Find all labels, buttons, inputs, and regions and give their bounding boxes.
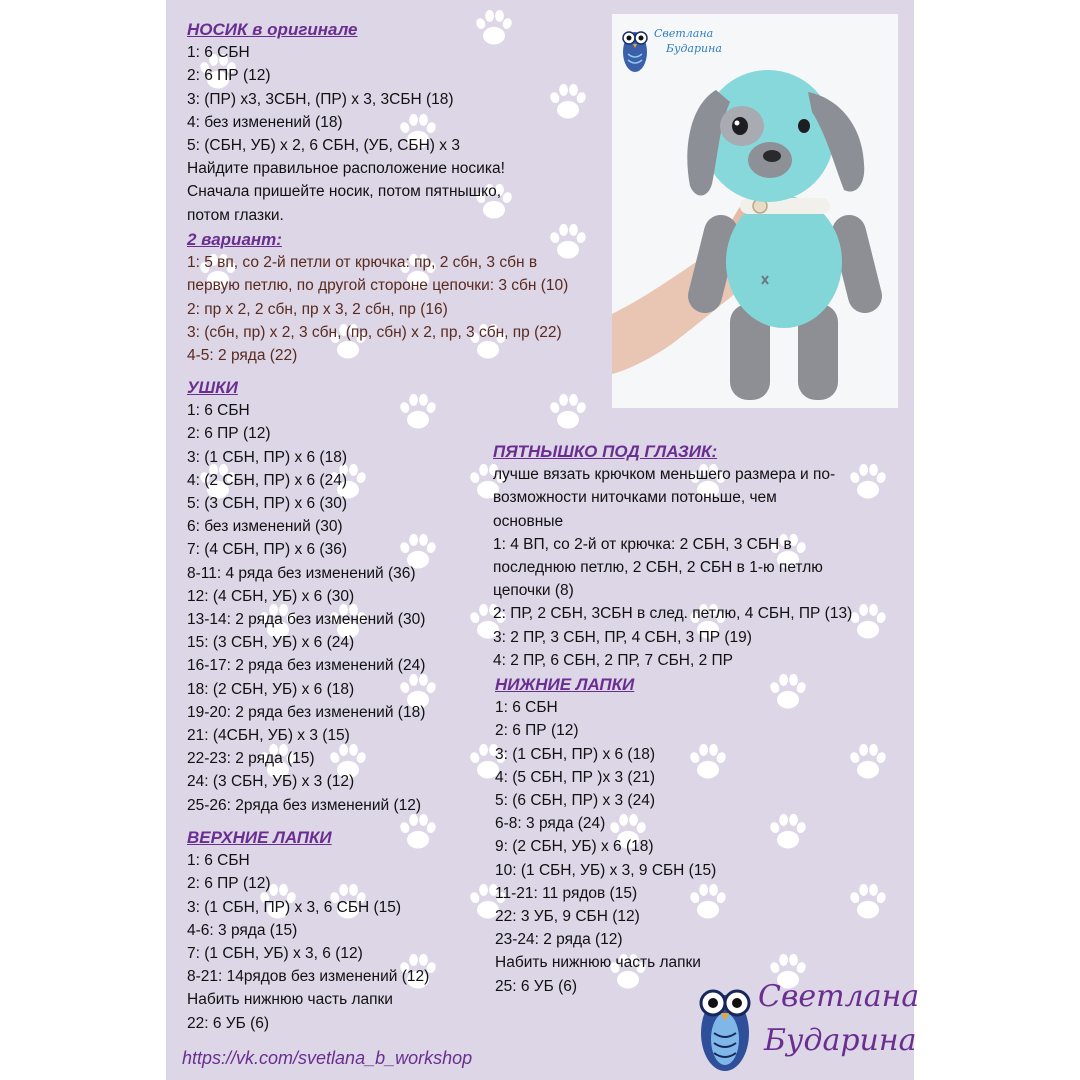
instruction-line: 25-26: 2ряда без изменений (12)	[187, 796, 422, 814]
instruction-line: 8-21: 14рядов без изменений (12)	[187, 968, 430, 986]
instruction-line: 8-11: 4 ряда без изменений (36)	[187, 564, 416, 582]
instruction-line: 2: 6 ПР (12)	[187, 875, 271, 893]
instruction-line: 24: (3 СБН, УБ) х 3 (12)	[187, 773, 355, 791]
paw-print-icon	[546, 80, 590, 124]
instruction-line: 4: (2 СБН, ПР) х 6 (24)	[187, 471, 347, 489]
instruction-line: 6: без изменений (30)	[187, 518, 343, 536]
instruction-line: 12: (4 СБН, УБ) х 6 (30)	[187, 587, 355, 605]
instruction-line: 2: 6 ПР (12)	[495, 722, 579, 740]
instruction-line: 3: (ПР) х3, 3СБН, (ПР) х 3, 3СБН (18)	[187, 90, 454, 108]
instruction-line: 4: (5 СБН, ПР )х 3 (21)	[495, 768, 655, 786]
instruction-line: Набить нижнюю часть лапки	[495, 954, 701, 972]
paw-print-icon	[846, 460, 890, 504]
instruction-line: 7: (4 СБН, ПР) х 6 (36)	[187, 541, 347, 559]
nose-section	[187, 18, 505, 227]
instruction-line: 4-5: 2 ряда (22)	[187, 347, 298, 365]
instruction-line: 4-6: 3 ряда (15)	[187, 921, 298, 939]
instruction-line: 1: 6 СБН	[187, 44, 250, 62]
paw-print-icon	[846, 880, 890, 924]
paw-print-icon	[766, 810, 810, 854]
instruction-line: 10: (1 СБН, УБ) х 3, 9 СБН (15)	[495, 861, 717, 879]
instruction-line: 4: 2 ПР, 6 СБН, 2 ПР, 7 СБН, 2 ПР	[493, 651, 734, 669]
instruction-line: 16-17: 2 ряда без изменений (24)	[187, 657, 426, 675]
instruction-line: 3: (1 СБН, ПР) х 6 (18)	[495, 745, 655, 763]
owl-logo-icon	[696, 975, 754, 1075]
instruction-line: лучше вязать крючком меньшего размера и по-	[493, 466, 836, 484]
nose-lines	[187, 41, 505, 227]
instruction-line: 19-20: 2 ряда без изменений (18)	[187, 703, 426, 721]
instruction-line: возможности ниточками потоньше, чем	[493, 489, 777, 507]
instruction-line: 2: пр х 2, 2 сбн, пр х 3, 2 сбн, пр (16)	[187, 300, 448, 318]
author-first-name: Светлана	[758, 979, 920, 1014]
instruction-line: 22-23: 2 ряда (15)	[187, 750, 315, 768]
instruction-line: 9: (2 СБН, УБ) х 6 (18)	[495, 838, 654, 856]
instruction-line: 1: 6 СБН	[495, 699, 558, 717]
instruction-line: 5: (СБН, УБ) х 2, 6 СБН, (УБ, СБН) х 3	[187, 137, 460, 155]
instruction-line: 2: ПР, 2 СБН, 3СБН в след. петлю, 4 СБН, ПР (13)	[493, 605, 853, 623]
owl-logo-icon	[620, 22, 650, 74]
paw-print-icon	[546, 390, 590, 434]
ears-lines	[187, 399, 425, 817]
lower-paws-heading: НИЖНИЕ ЛАПКИ	[495, 675, 635, 694]
author-last-name: Бударина	[764, 1023, 917, 1058]
instruction-line: 13-14: 2 ряда без изменений (30)	[187, 611, 426, 629]
instruction-line: цепочки (8)	[493, 582, 574, 600]
instruction-line: 6-8: 3 ряда (24)	[495, 815, 606, 833]
instruction-line: 1: 4 ВП, со 2-й от крючка: 2 СБН, 3 СБН в	[493, 535, 792, 553]
variant2-section	[187, 228, 568, 367]
upper-paws-lines	[187, 849, 429, 1035]
instruction-line: 21: (4СБН, УБ) х 3 (15)	[187, 727, 350, 745]
crochet-puppy-illustration	[612, 14, 898, 408]
instruction-line: Сначала пришейте носик, потом пятнышко,	[187, 183, 502, 201]
instruction-line: 1: 6 СБН	[187, 852, 250, 870]
instruction-line: Найдите правильное расположение носика!	[187, 160, 505, 178]
vk-link[interactable]: https://vk.com/svetlana_b_workshop	[182, 1048, 473, 1068]
instruction-line: 3: 2 ПР, 3 СБН, ПР, 4 СБН, 3 ПР (19)	[493, 628, 752, 646]
paw-print-icon	[846, 740, 890, 784]
variant2-heading: 2 вариант:	[187, 230, 282, 249]
instruction-line: 23-24: 2 ряда (12)	[495, 931, 623, 949]
instruction-line: 1: 6 СБН	[187, 402, 250, 420]
eye-spot-heading: ПЯТНЫШКО ПОД ГЛАЗИК:	[493, 442, 718, 461]
eye-spot-lines	[493, 463, 852, 672]
instruction-line: Набить нижнюю часть лапки	[187, 991, 393, 1009]
instruction-line: 22: 3 УБ, 9 СБН (12)	[495, 908, 640, 926]
instruction-line: 1: 5 вп, со 2-й петли от крючка: пр, 2 сбн, 3 сбн в	[187, 254, 538, 272]
photo-logo-line2: Бударина	[666, 42, 722, 55]
instruction-line: 4: без изменений (18)	[187, 113, 343, 131]
instruction-line: первую петлю, по другой стороне цепочки: 3 сбн (10)	[187, 277, 569, 295]
photo-owl-logo	[620, 22, 722, 79]
ears-section	[187, 376, 425, 817]
lower-paws-lines	[495, 696, 716, 998]
instruction-line: 25: 6 УБ (6)	[495, 977, 578, 995]
instruction-line: 3: (1 СБН, ПР) х 6 (18)	[187, 448, 347, 466]
instruction-line: основные	[493, 512, 564, 530]
instruction-line: 7: (1 СБН, УБ) х 3, 6 (12)	[187, 945, 363, 963]
instruction-line: 3: (1 СБН, ПР) х 3, 6 СБН (15)	[187, 898, 402, 916]
nose-heading: НОСИК в оригинале	[187, 20, 358, 39]
photo-logo-line1: Светлана	[654, 27, 714, 40]
instruction-line: 15: (3 СБН, УБ) х 6 (24)	[187, 634, 355, 652]
paw-print-icon	[846, 600, 890, 644]
instruction-line: 2: 6 ПР (12)	[187, 67, 271, 85]
instruction-line: 2: 6 ПР (12)	[187, 425, 271, 443]
instruction-line: 11-21: 11 рядов (15)	[495, 884, 638, 902]
upper-paws-heading: ВЕРХНИЕ ЛАПКИ	[187, 828, 332, 847]
toy-photo	[612, 14, 898, 408]
instruction-line: 5: (3 СБН, ПР) х 6 (30)	[187, 495, 347, 513]
paw-print-icon	[766, 670, 810, 714]
instruction-line: 5: (6 СБН, ПР) х 3 (24)	[495, 792, 655, 810]
instruction-line: 22: 6 УБ (6)	[187, 1014, 270, 1032]
ears-heading: УШКИ	[187, 378, 238, 397]
eye-spot-section	[493, 440, 852, 672]
instruction-line: потом глазки.	[187, 206, 284, 224]
instruction-line: 18: (2 СБН, УБ) х 6 (18)	[187, 680, 355, 698]
author-signature	[696, 975, 920, 1075]
lower-paws-section	[495, 673, 716, 998]
instruction-line: последнюю петлю, 2 СБН, 2 СБН в 1-ю петлю	[493, 559, 823, 577]
variant2-lines	[187, 251, 568, 367]
upper-paws-section	[187, 826, 429, 1035]
instruction-line: 3: (сбн, пр) х 2, 3 сбн, (пр, сбн) х 2, пр, 3 сбн, пр (22)	[187, 323, 562, 341]
